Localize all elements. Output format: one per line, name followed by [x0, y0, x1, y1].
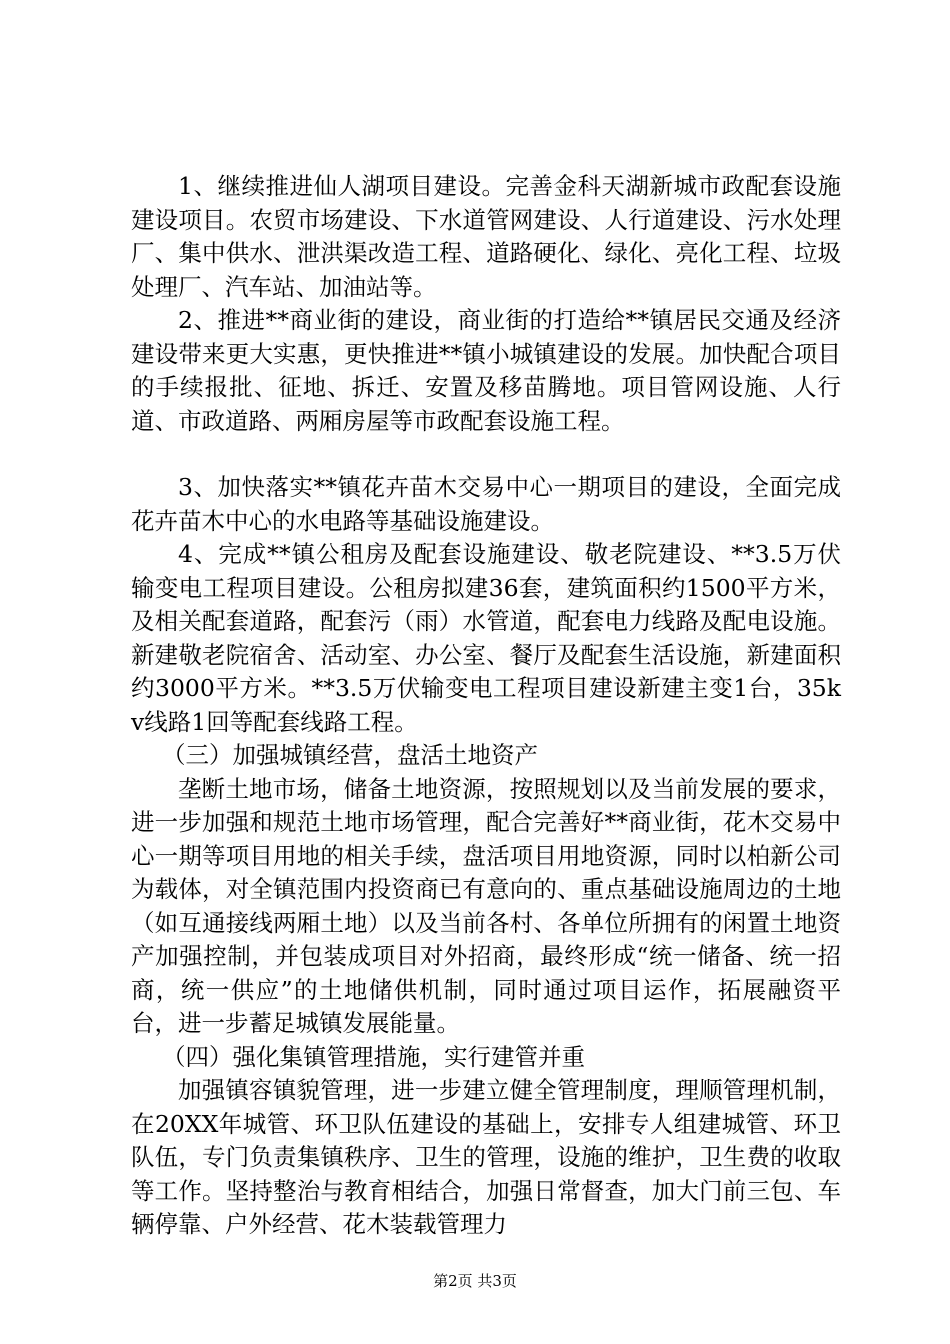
section-heading-3: （三）加强城镇经营，盘活土地资产	[162, 741, 538, 769]
paragraph-land-assets: 垄断土地市场，储备土地资源，按照规划以及当前发展的要求，进一步加强和规范土地市场管理，配合完善好**商业街，花木交易中心一期等项目用地的相关手续，盘活项目用地资源，同时以柏新公司为载体，对全镇范围内投资商已有意向的、重点基础设施周边的土地（如互通接线两厢土地）以及当前各村、各单位所拥有的闲置土地资产加强控制，并包装成项目对外招商，最终形成“统一储备、统一招商，统一供应”的土地储供机制，同时通过项目运作，拓展融资平台，进一步蓄足城镇发展能量。	[131, 774, 841, 1037]
paragraph-item-3: 3、加快落实**镇花卉苗木交易中心一期项目的建设，全面完成花卉苗木中心的水电路等基础设施建设。	[131, 473, 841, 535]
document-body	[131, 170, 841, 1242]
paragraph-gap	[131, 438, 841, 471]
section-heading-4: （四）强化集镇管理措施，实行建管并重	[162, 1042, 585, 1071]
page-number-footer: 第2页 共3页	[433, 1272, 517, 1290]
paragraph-town-management: 加强镇容镇貌管理，进一步建立健全管理制度，理顺管理机制，在20XX年城管、环卫队伍建设的基础上，安排专人组建城管、环卫队伍，专门负责集镇秩序、卫生的管理，设施的维护，卫生费的收取等工作。坚持整治与教育相结合，加强日常督查，加大门前三包、车辆停靠、户外经营、花木装载管理力	[131, 1076, 841, 1238]
paragraph-item-4: 4、完成**镇公租房及配套设施建设、敬老院建设、**3.5万伏输变电工程项目建设。公租房拟建36套，建筑面积约1500平方米，及相关配套道路，配套污（雨）水管道，配套电力线路及配电设施。新建敬老院宿舍、活动室、办公室、餐厅及配套生活设施，新建面积约3000平方米。**3.5万伏输变电工程项目建设新建主变1台，35kv线路1回等配套线路工程。	[131, 540, 841, 736]
paragraph-item-2: 2、推进**商业街的建设，商业街的打造给**镇居民交通及经济建设带来更大实惠，更快推进**镇小城镇建设的发展。加快配合项目的手续报批、征地、拆迁、安置及移苗腾地。项目管网设施、人行道、市政道路、两厢房屋等市政配套设施工程。	[131, 306, 841, 435]
paragraph-item-1: 1、继续推进仙人湖项目建设。完善金科天湖新城市政配套设施建设项目。农贸市场建设、下水道管网建设、人行道建设、污水处理厂、集中供水、泄洪渠改造工程、道路硬化、绿化、亮化工程、垃圾处理厂、汽车站、加油站等。	[131, 172, 841, 301]
